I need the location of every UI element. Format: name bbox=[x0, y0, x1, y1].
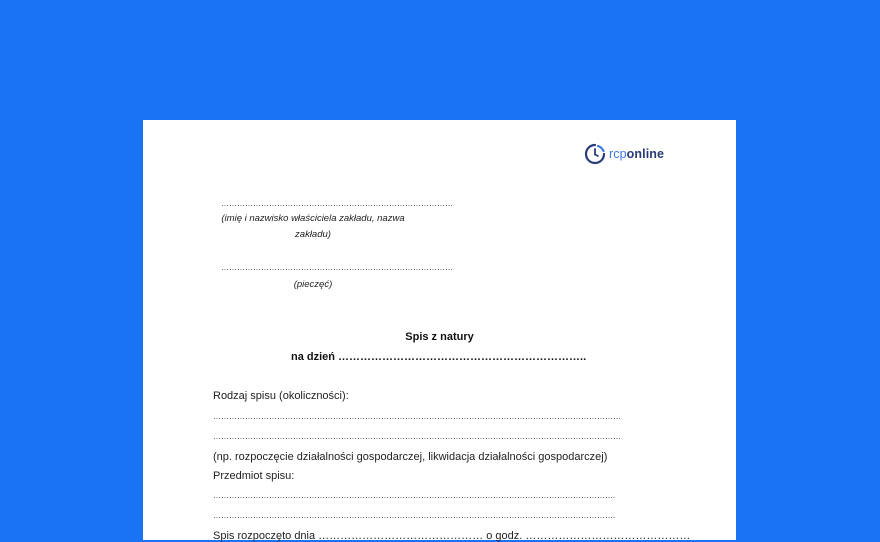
stamp-dotted-line: …………………………………………………………………………… bbox=[221, 263, 453, 272]
subject-dots-1: ……………………………………………………………………………………………………………………………………. bbox=[213, 491, 616, 500]
subject-label: Przedmiot spisu: bbox=[213, 470, 295, 482]
subject-dots-2: ……………………………………………………………………………………………………………………………………. bbox=[213, 511, 616, 520]
inventory-type-example: (np. rozpoczęcie działalności gospodarczej, likwidacja działalności gospodarczej) bbox=[213, 451, 608, 463]
clock-icon bbox=[584, 143, 606, 165]
inventory-type-label: Rodzaj spisu (okoliczności): bbox=[213, 390, 349, 402]
document-page bbox=[143, 120, 736, 540]
start-date-line: Spis rozpoczęto dnia ……………………………………… o godz. ……………………………………… bbox=[213, 530, 691, 542]
inventory-type-dots-1: ……………………………………………………………………………………………………………………………………… bbox=[213, 412, 621, 421]
document-title: Spis z natury bbox=[405, 331, 474, 343]
stamp-caption: (pieczęć) bbox=[293, 279, 333, 290]
rcponline-logo bbox=[584, 143, 664, 165]
owner-caption: (imię i nazwisko właściciela zakładu, nazwa zakładu) bbox=[221, 213, 405, 240]
logo-wordmark: rcponline bbox=[609, 147, 665, 161]
date-line: na dzień ………………………………………………………….. bbox=[291, 351, 587, 363]
inventory-type-dots-2: ……………………………………………………………………………………………………………………………………… bbox=[213, 432, 621, 441]
owner-dotted-line: …………………………………………………………………………… bbox=[221, 199, 453, 208]
